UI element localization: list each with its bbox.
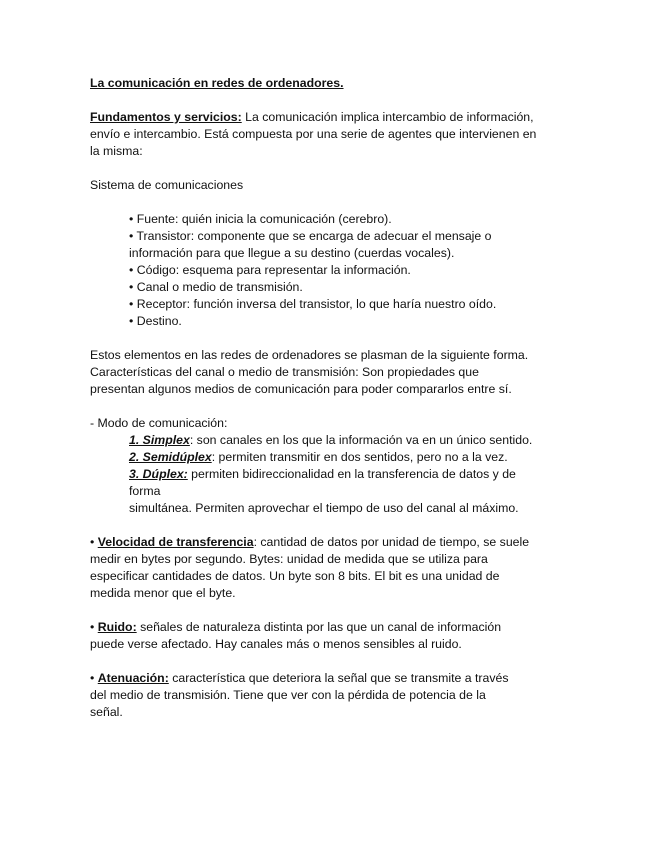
mode-duplex-line-2: forma xyxy=(129,484,161,498)
mode-semiduplex: 2. Semidúplex: permiten transmitir en dos sentidos, pero no a la vez. xyxy=(129,450,508,464)
ruido-line-2: puede verse afectado. Hay canales más o menos sensibles al ruido. xyxy=(90,637,462,651)
intro-paragraph xyxy=(90,109,560,160)
system-heading: Sistema de comunicaciones xyxy=(90,178,244,192)
mode-simplex: 1. Simplex: son canales en los que la información va en un único sentido. xyxy=(129,433,533,447)
paragraph-line: Características del canal o medio de transmisión: Son propiedades que xyxy=(90,365,479,379)
mode-duplex-line-3: simultánea. Permiten aprovechar el tiempo de uso del canal al máximo. xyxy=(129,501,519,515)
velocidad-line-3: especificar cantidades de datos. Un byte son 8 bits. El bit es una unidad de xyxy=(90,569,500,583)
paragraph-line: presentan algunos medios de comunicación para poder compararlos entre sí. xyxy=(90,382,512,396)
list-item: • Fuente: quién inicia la comunicación (cerebro). xyxy=(129,212,392,226)
list-item: • Código: esquema para representar la información. xyxy=(129,263,411,277)
list-item: • Canal o medio de transmisión. xyxy=(129,280,303,294)
ruido-paragraph xyxy=(90,619,560,653)
list-item: • Receptor: función inversa del transistor, lo que haría nuestro oído. xyxy=(129,297,497,311)
system-list xyxy=(90,211,560,330)
atenuacion-line-1: • Atenuación: característica que deteriora la señal que se transmite a través xyxy=(90,671,509,685)
ruido-line-1: • Ruido: señales de naturaleza distinta por las que un canal de información xyxy=(90,620,502,634)
velocidad-paragraph xyxy=(90,534,560,602)
intro-line-2: envío e intercambio. Está compuesta por una serie de agentes que intervienen en xyxy=(90,127,537,141)
intro-line-3: la misma: xyxy=(90,144,143,158)
elements-paragraph xyxy=(90,347,560,398)
document-body xyxy=(90,75,560,738)
mode-duplex: 3. Dúplex: permiten bidireccionalidad en la transferencia de datos y de xyxy=(129,467,516,481)
list-item: • Transistor: componente que se encarga de adecuar el mensaje o xyxy=(129,229,492,243)
document-title: La comunicación en redes de ordenadores. xyxy=(90,76,344,90)
atenuacion-paragraph xyxy=(90,670,560,721)
velocidad-line-2: medir en bytes por segundo. Bytes: unidad de medida que se utiliza para xyxy=(90,552,488,566)
velocidad-line-4: medida menor que el byte. xyxy=(90,586,236,600)
intro-label: Fundamentos y servicios: xyxy=(90,110,242,124)
atenuacion-line-2: del medio de transmisión. Tiene que ver con la pérdida de potencia de la xyxy=(90,688,486,702)
paragraph-line: Estos elementos en las redes de ordenadores se plasman de la siguiente forma. xyxy=(90,348,529,362)
intro-line-1: Fundamentos y servicios: La comunicación implica intercambio de información, xyxy=(90,110,534,124)
mode-heading: - Modo de comunicación: xyxy=(90,416,228,430)
mode-list xyxy=(90,432,560,517)
atenuacion-line-3: señal. xyxy=(90,705,123,719)
mode-section xyxy=(90,415,560,517)
list-item: información para que llegue a su destino (cuerdas vocales). xyxy=(129,246,455,260)
list-item: • Destino. xyxy=(129,314,182,328)
velocidad-line-1: • Velocidad de transferencia: cantidad de datos por unidad de tiempo, se suele xyxy=(90,535,530,549)
